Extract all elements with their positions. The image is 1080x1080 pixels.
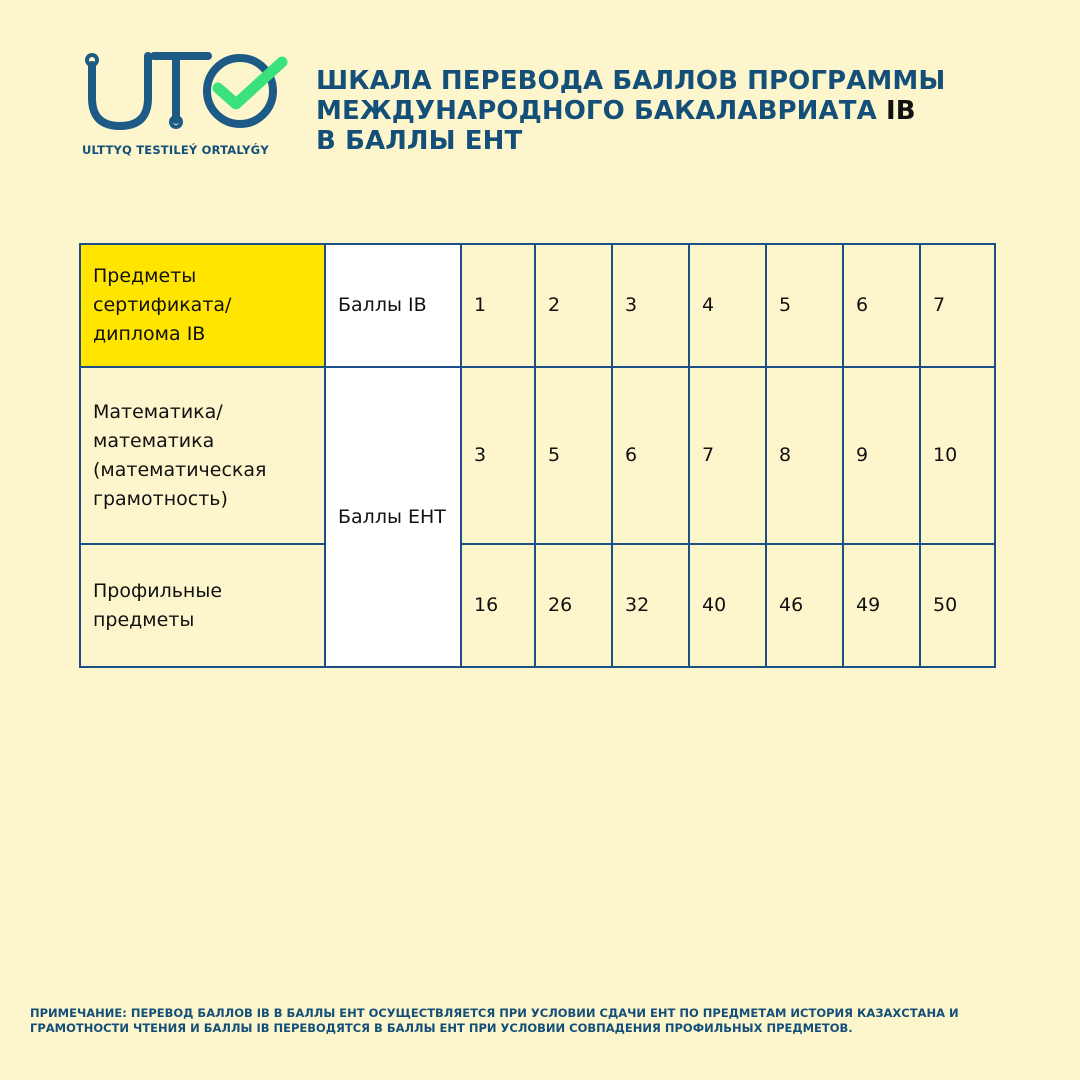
subject-cell-math: Математика/ математика (математическая грамотность): [80, 367, 325, 544]
ent-value-cell: 49: [843, 544, 920, 667]
ent-value-cell: 10: [920, 367, 995, 544]
ib-point-cell: 4: [689, 244, 766, 367]
footnote: ПРИМЕЧАНИЕ: ПЕРЕВОД БАЛЛОВ IB В БАЛЛЫ ЕНТ ОСУЩЕСТВЛЯЕТСЯ ПРИ УСЛОВИИ СДАЧИ ЕНТ ПО ПРЕДМЕТАМ ИСТОРИЯ КАЗАХСТАНА И ГРАМОТНОСТИ ЧТЕНИЯ И БАЛЛЫ IB ПЕРЕВОДЯТСЯ В БАЛЛЫ ЕНТ ПРИ УСЛОВИИ СОВПАДЕНИЯ ПРОФИЛЬНЫХ ПРЕДМЕТОВ.: [30, 1006, 959, 1035]
ent-value-cell: 40: [689, 544, 766, 667]
logo-caption: ULTTYQ TESTILEÝ ORTALYǴY: [82, 143, 269, 157]
ent-value-cell: 6: [612, 367, 689, 544]
header-subject-cell: Предметы сертификата/ диплома IB: [80, 244, 325, 367]
table-header-row: [80, 244, 995, 367]
ib-point-cell: 3: [612, 244, 689, 367]
title-line-2: [316, 96, 1036, 126]
ent-value-cell: 8: [766, 367, 843, 544]
uto-logo: [78, 46, 298, 166]
ent-value-cell: 3: [461, 367, 535, 544]
table-row-math: [80, 367, 995, 544]
conversion-table: [79, 243, 996, 668]
ent-value-cell: 50: [920, 544, 995, 667]
ent-value-cell: 5: [535, 367, 612, 544]
ib-point-cell: 6: [843, 244, 920, 367]
ent-value-cell: 9: [843, 367, 920, 544]
title-line-2-main: МЕЖДУНАРОДНОГО БАКАЛАВРИАТА: [316, 96, 877, 126]
ib-point-cell: 5: [766, 244, 843, 367]
table-row-profile: [80, 544, 995, 667]
ib-point-cell: 1: [461, 244, 535, 367]
ent-value-cell: 32: [612, 544, 689, 667]
title-ib-accent: IB: [885, 96, 916, 126]
page-title: [316, 66, 1036, 156]
title-line-3: В БАЛЛЫ ЕНТ: [316, 126, 523, 156]
title-line-1: ШКАЛА ПЕРЕВОДА БАЛЛОВ ПРОГРАММЫ: [316, 66, 946, 96]
subject-cell-profile: Профильные предметы: [80, 544, 325, 667]
ent-label-cell: Баллы ЕНТ: [325, 367, 461, 667]
uto-logo-mark: [78, 46, 298, 141]
header-points-cell: Баллы IB: [325, 244, 461, 367]
ent-value-cell: 46: [766, 544, 843, 667]
ent-value-cell: 7: [689, 367, 766, 544]
ib-point-cell: 7: [920, 244, 995, 367]
ib-point-cell: 2: [535, 244, 612, 367]
ent-value-cell: 26: [535, 544, 612, 667]
ent-value-cell: 16: [461, 544, 535, 667]
